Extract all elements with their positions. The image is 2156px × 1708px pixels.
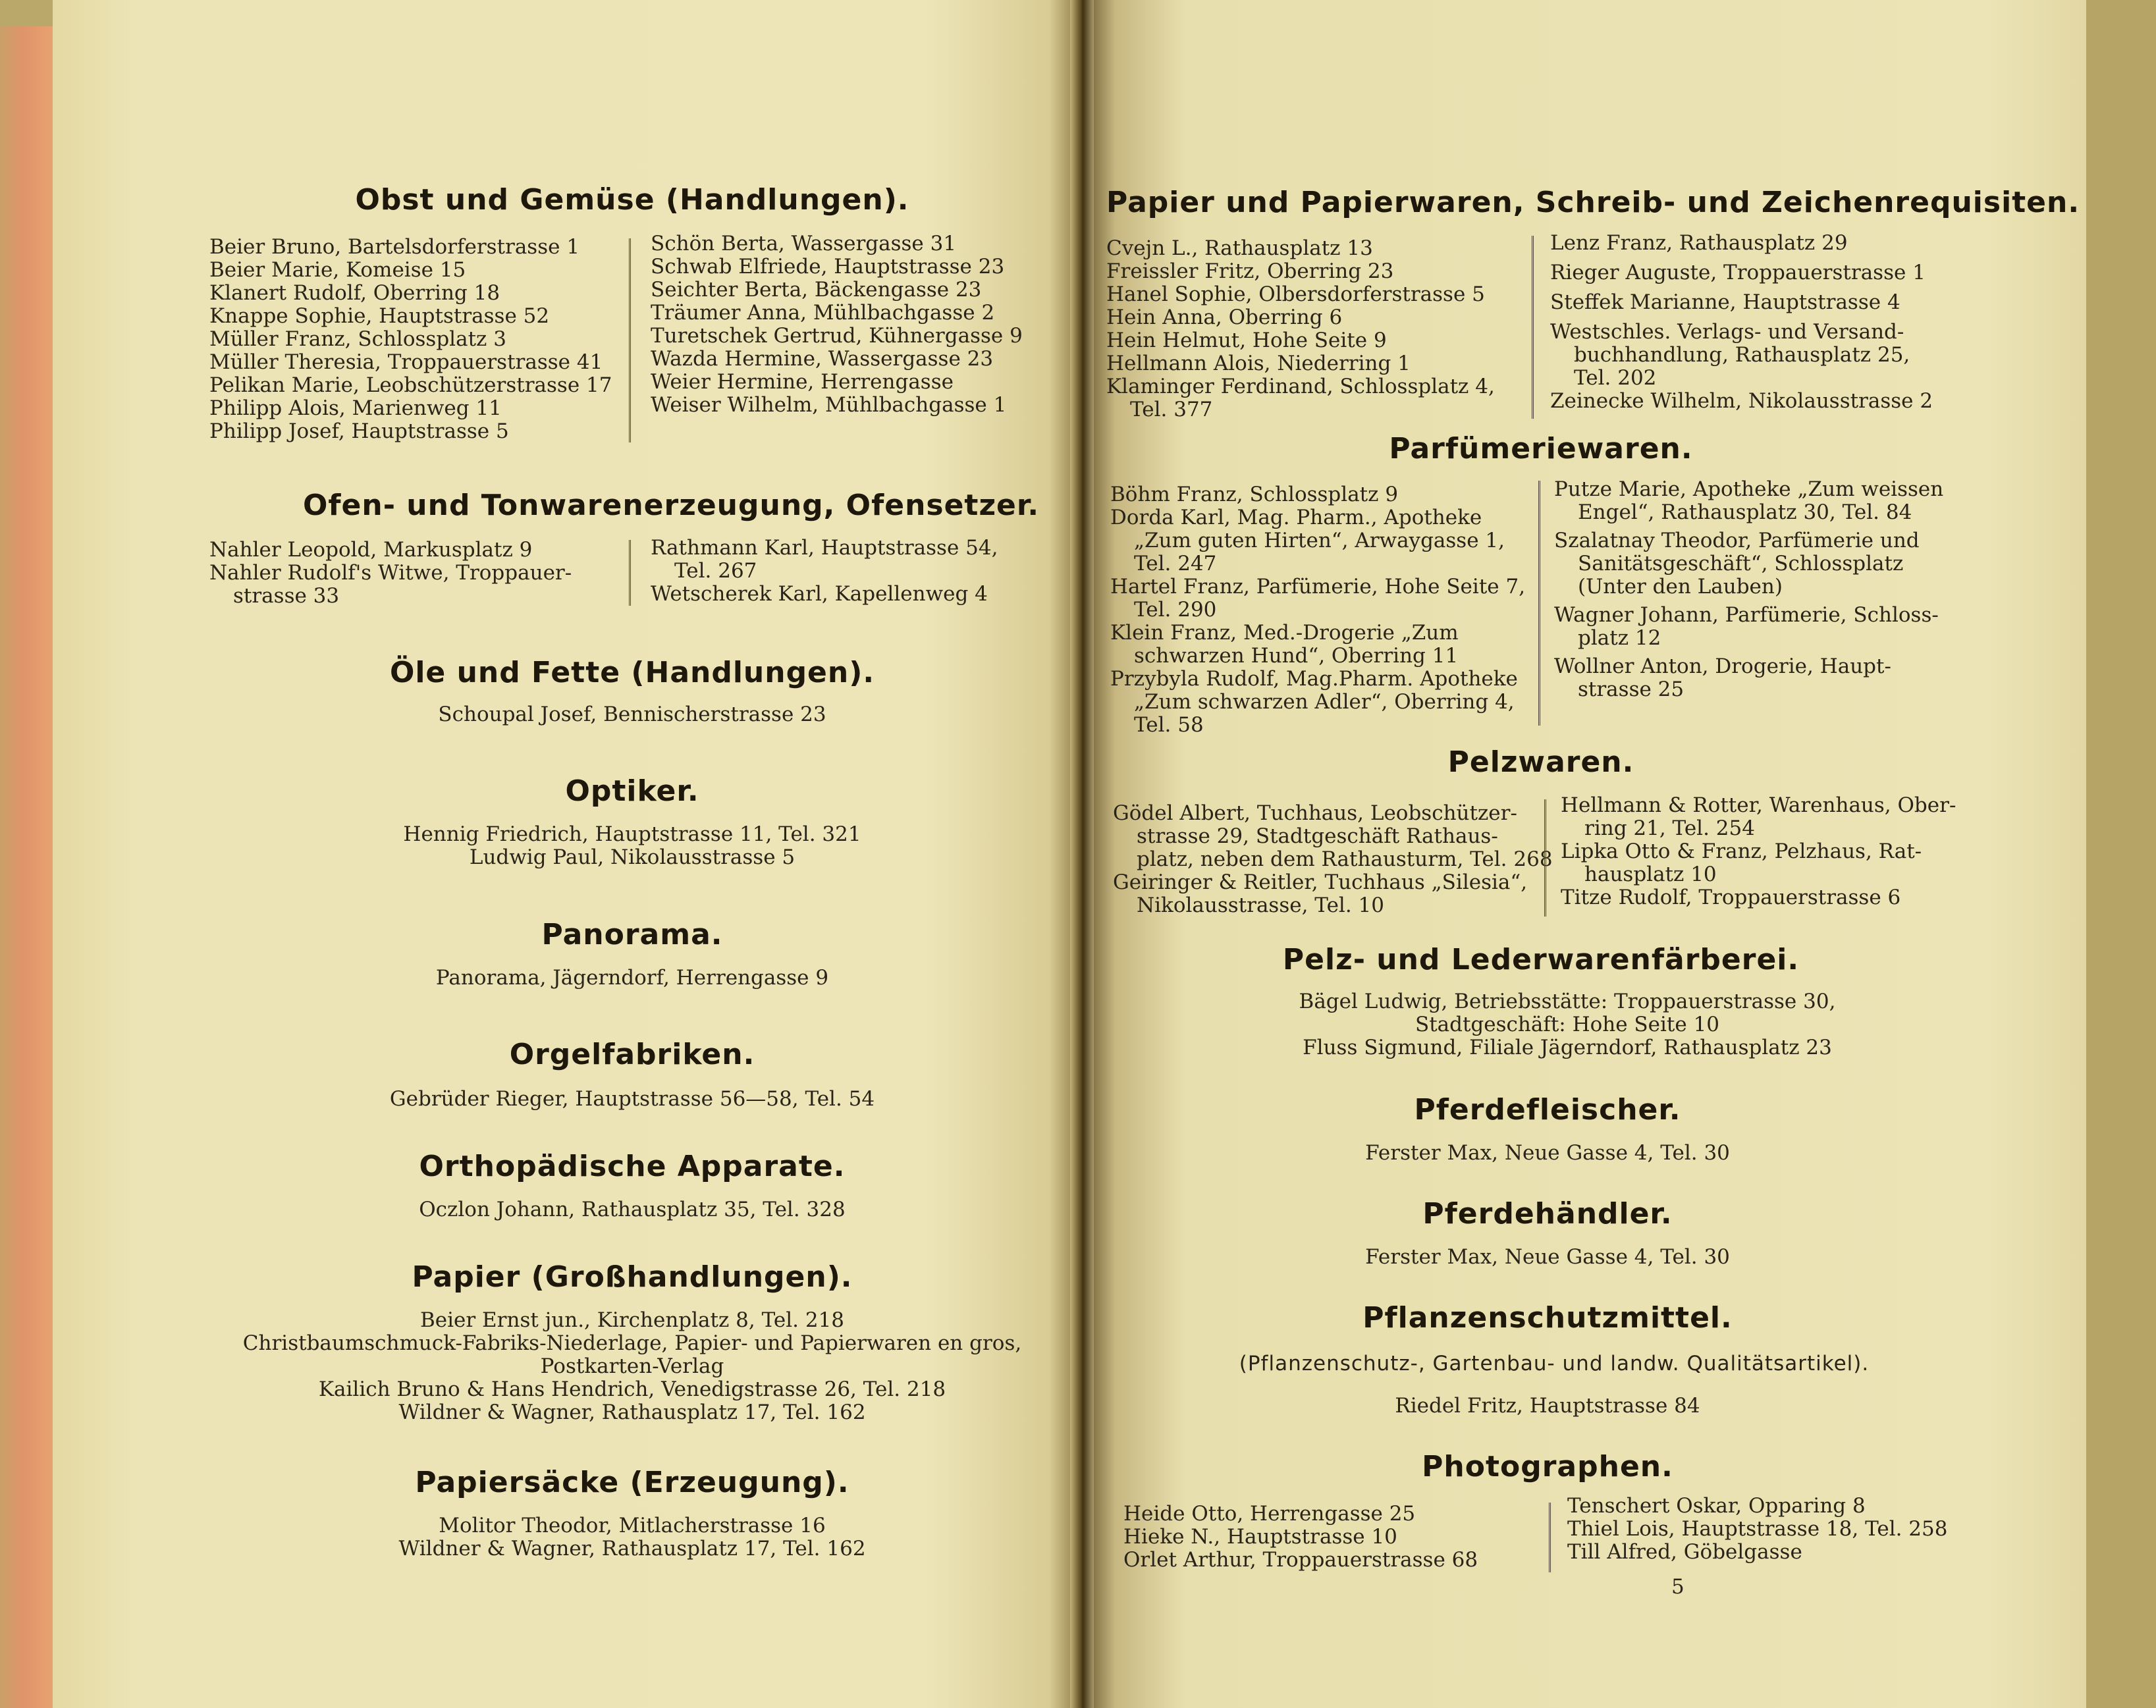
entry: Klaminger Ferdinand, Schlossplatz 4,	[1106, 375, 1495, 398]
entry: platz 12	[1578, 626, 1661, 650]
section-heading: Parfümeriewaren.	[1389, 432, 1693, 466]
entry-block	[1113, 1395, 1982, 1418]
entry: Engel“, Rathausplatz 30, Tel. 84	[1578, 500, 1912, 524]
entry-column	[651, 232, 1023, 417]
entry: Knappe Sophie, Hauptstrasse 52	[209, 304, 550, 328]
entry: Stadtgeschäft: Hohe Seite 10	[1415, 1013, 1720, 1036]
entry: Tel. 377	[1130, 398, 1213, 421]
entry-block	[1113, 1246, 1982, 1269]
entry: Westschles. Verlags- und Versand-	[1550, 320, 1904, 344]
entry: Träumer Anna, Mühlbachgasse 2	[651, 301, 995, 325]
entry: Sanitätsgeschäft“, Schlossplatz	[1578, 552, 1904, 575]
entry-block	[303, 823, 961, 869]
entry: strasse 25	[1578, 678, 1684, 701]
entry: Riedel Fritz, Hauptstrasse 84	[1395, 1394, 1700, 1418]
entry-block	[303, 1514, 961, 1561]
entry: Tel. 290	[1134, 598, 1217, 622]
entry-column	[1110, 483, 1525, 737]
entry: Heide Otto, Herrengasse 25	[1123, 1502, 1416, 1526]
entry: Wildner & Wagner, Rathausplatz 17, Tel. 162	[398, 1401, 866, 1424]
entry: Freissler Fritz, Oberring 23	[1106, 259, 1394, 283]
entry: Schön Berta, Wassergasse 31	[651, 232, 957, 255]
entry: Weiser Wilhelm, Mühlbachgasse 1	[651, 393, 1007, 417]
entry: „Zum schwarzen Adler“, Oberring 4,	[1134, 690, 1515, 714]
section-heading: Öle und Fette (Handlungen).	[389, 656, 875, 689]
entry-column	[209, 539, 572, 608]
section-heading: Pflanzenschutzmittel.	[1362, 1301, 1733, 1335]
entry: Tel. 267	[674, 559, 757, 583]
entry: strasse 29, Stadtgeschäft Rathaus-	[1137, 824, 1498, 848]
entry: platz, neben dem Rathausturm, Tel. 268	[1137, 847, 1553, 871]
section-heading: Orgelfabriken.	[509, 1038, 755, 1071]
entry-column	[209, 236, 612, 443]
entry-column	[1113, 802, 1553, 917]
entry: Geiringer & Reitler, Tuchhaus „Silesia“,	[1113, 870, 1528, 894]
entry: Dorda Karl, Mag. Pharm., Apotheke	[1110, 506, 1482, 529]
section-heading: Pelzwaren.	[1447, 745, 1634, 779]
section-heading: Papier (Großhandlungen).	[412, 1260, 853, 1294]
entry: Thiel Lois, Hauptstrasse 18, Tel. 258	[1567, 1517, 1948, 1541]
entry: Beier Ernst jun., Kirchenplatz 8, Tel. 218	[419, 1308, 845, 1332]
entry: Wetscherek Karl, Kapellenweg 4	[651, 582, 988, 606]
entry: Fluss Sigmund, Filiale Jägerndorf, Rathausplatz 23	[1303, 1036, 1832, 1059]
entry: Beier Marie, Komeise 15	[209, 258, 466, 282]
entry: Nikolausstrasse, Tel. 10	[1137, 894, 1384, 917]
entry: Rathmann Karl, Hauptstrasse 54,	[651, 536, 998, 560]
entry: Cvejn L., Rathausplatz 13	[1106, 236, 1373, 260]
entry: Hellmann Alois, Niederring 1	[1106, 352, 1411, 375]
section-heading: Pferdefleischer.	[1414, 1093, 1681, 1127]
entry: (Unter den Lauben)	[1578, 575, 1783, 599]
section-heading: Optiker.	[565, 774, 699, 808]
section-heading: Obst und Gemüse (Handlungen).	[355, 183, 909, 217]
section-heading: Pelz- und Lederwarenfärberei.	[1282, 943, 1800, 976]
entry: Müller Theresia, Troppauerstrasse 41	[209, 350, 603, 374]
section-heading: Photographen.	[1422, 1450, 1673, 1483]
entry-column	[1123, 1503, 1478, 1572]
entry: Philipp Josef, Hauptstrasse 5	[209, 419, 509, 443]
entry: Tel. 202	[1574, 366, 1657, 390]
entry: buchhandlung, Rathausplatz 25,	[1574, 343, 1910, 367]
entry-block	[224, 1309, 1040, 1424]
entry: Klein Franz, Med.-Drogerie „Zum	[1110, 621, 1459, 645]
entry: ring 21, Tel. 254	[1584, 816, 1755, 840]
entry: Wazda Hermine, Wassergasse 23	[651, 347, 994, 371]
section-heading: Papiersäcke (Erzeugung).	[415, 1466, 849, 1499]
entry: Tel. 58	[1134, 713, 1204, 737]
entry: Ferster Max, Neue Gasse 4, Tel. 30	[1365, 1141, 1730, 1165]
section-subtitle: (Pflanzenschutz-, Gartenbau- und landw. Qualitätsartikel).	[1239, 1352, 1870, 1375]
entry: Beier Bruno, Bartelsdorferstrasse 1	[209, 235, 580, 259]
entry: schwarzen Hund“, Oberring 11	[1134, 644, 1459, 668]
entry: Hellmann & Rotter, Warenhaus, Ober-	[1561, 793, 1956, 817]
section-heading: Ofen- und Tonwarenerzeugung, Ofensetzer.	[303, 489, 1040, 522]
section-heading: Panorama.	[541, 918, 723, 951]
entry: Wagner Johann, Parfümerie, Schloss-	[1554, 603, 1939, 627]
entry: Müller Franz, Schlossplatz 3	[209, 327, 506, 351]
entry: Pelikan Marie, Leobschützerstrasse 17	[209, 373, 612, 397]
entry-column	[1567, 1495, 1947, 1564]
entry: Philipp Alois, Marienweg 11	[209, 396, 502, 420]
entry: Hanel Sophie, Olbersdorferstrasse 5	[1106, 282, 1485, 306]
entry: Gödel Albert, Tuchhaus, Leobschützer-	[1113, 801, 1517, 825]
entry: Titze Rudolf, Troppauerstrasse 6	[1561, 886, 1901, 909]
entry: Molitor Theodor, Mitlacherstrasse 16	[439, 1514, 826, 1537]
column-rule	[1549, 1503, 1551, 1572]
entry: Kailich Bruno & Hans Hendrich, Venedigstrasse 26, Tel. 218	[318, 1377, 946, 1401]
entry-block	[303, 1088, 961, 1111]
entry-block	[303, 967, 961, 990]
entry-column	[1554, 478, 1943, 701]
entry: Bägel Ludwig, Betriebsstätte: Troppauerstrasse 30,	[1299, 990, 1836, 1013]
entry: Orlet Arthur, Troppauerstrasse 68	[1123, 1548, 1478, 1572]
entry: Wildner & Wagner, Rathausplatz 17, Tel. 162	[398, 1537, 866, 1561]
entry: Schwab Elfriede, Hauptstrasse 23	[651, 255, 1005, 279]
column-rule	[1532, 236, 1534, 419]
entry: strasse 33	[233, 584, 340, 608]
entry: Zeinecke Wilhelm, Nikolausstrasse 2	[1550, 389, 1933, 413]
page-number: 5	[1671, 1575, 1684, 1599]
entry: Postkarten-Verlag	[540, 1354, 724, 1378]
column-rule	[629, 238, 631, 442]
entry: Tenschert Oskar, Opparing 8	[1567, 1494, 1866, 1518]
entry: Wollner Anton, Drogerie, Haupt-	[1554, 654, 1891, 678]
section-heading: Papier und Papierwaren, Schreib- und Zeichenrequisiten.	[1106, 186, 2080, 219]
entry: Szalatnay Theodor, Parfümerie und	[1554, 529, 1920, 552]
entry: Nahler Leopold, Markusplatz 9	[209, 538, 533, 562]
entry: Hein Anna, Oberring 6	[1106, 306, 1343, 329]
section-heading: Orthopädische Apparate.	[419, 1150, 846, 1183]
column-rule	[1538, 481, 1540, 726]
entry: Hennig Friedrich, Hauptstrasse 11, Tel. 321	[403, 822, 861, 846]
entry: Rieger Auguste, Troppauerstrasse 1	[1550, 261, 1926, 284]
entry: Przybyla Rudolf, Mag.Pharm. Apotheke	[1110, 667, 1518, 691]
entry-column	[651, 537, 998, 606]
entry-block	[1133, 990, 2002, 1059]
entry: Putze Marie, Apotheke „Zum weissen	[1554, 477, 1944, 501]
entry: hausplatz 10	[1584, 863, 1717, 886]
entry: Schoupal Josef, Bennischerstrasse 23	[438, 703, 826, 726]
entry: Gebrüder Rieger, Hauptstrasse 56—58, Tel. 54	[389, 1087, 875, 1111]
entry-column	[1550, 232, 1933, 413]
entry: Hartel Franz, Parfümerie, Hohe Seite 7,	[1110, 575, 1526, 599]
entry: Christbaumschmuck-Fabriks-Niederlage, Papier- und Papierwaren en gros,	[242, 1331, 1022, 1355]
entry-block	[1113, 1142, 1982, 1165]
entry-block	[303, 1198, 961, 1221]
entry: Oczlon Johann, Rathausplatz 35, Tel. 328	[419, 1198, 846, 1221]
entry: Seichter Berta, Bäckengasse 23	[651, 278, 982, 302]
entry: Panorama, Jägerndorf, Herrengasse 9	[435, 966, 829, 990]
column-rule	[1544, 799, 1546, 917]
entry: Hein Helmut, Hohe Seite 9	[1106, 329, 1387, 352]
entry: Nahler Rudolf's Witwe, Troppauer-	[209, 561, 572, 585]
entry: Böhm Franz, Schlossplatz 9	[1110, 483, 1399, 506]
book-gutter	[1070, 0, 1094, 1708]
entry-block	[303, 703, 961, 726]
entry: Ferster Max, Neue Gasse 4, Tel. 30	[1365, 1245, 1730, 1269]
background-edge	[2086, 0, 2156, 1708]
entry: Lipka Otto & Franz, Pelzhaus, Rat-	[1561, 840, 1922, 863]
section-heading: Pferdehändler.	[1422, 1197, 1673, 1231]
entry: Steffek Marianne, Hauptstrasse 4	[1550, 290, 1900, 314]
entry: Tel. 247	[1134, 552, 1217, 575]
column-rule	[629, 540, 631, 606]
entry: Weier Hermine, Herrengasse	[651, 370, 954, 394]
entry-column	[1561, 794, 1956, 909]
entry: Till Alfred, Göbelgasse	[1567, 1540, 1802, 1564]
entry: Hieke N., Hauptstrasse 10	[1123, 1525, 1397, 1549]
entry: „Zum guten Hirten“, Arwaygasse 1,	[1134, 529, 1505, 552]
entry: Ludwig Paul, Nikolausstrasse 5	[469, 845, 795, 869]
entry: Turetschek Gertrud, Kühnergasse 9	[651, 324, 1023, 348]
entry-column	[1106, 237, 1495, 421]
entry: Lenz Franz, Rathausplatz 29	[1550, 231, 1848, 255]
entry: Klanert Rudolf, Oberring 18	[209, 281, 500, 305]
